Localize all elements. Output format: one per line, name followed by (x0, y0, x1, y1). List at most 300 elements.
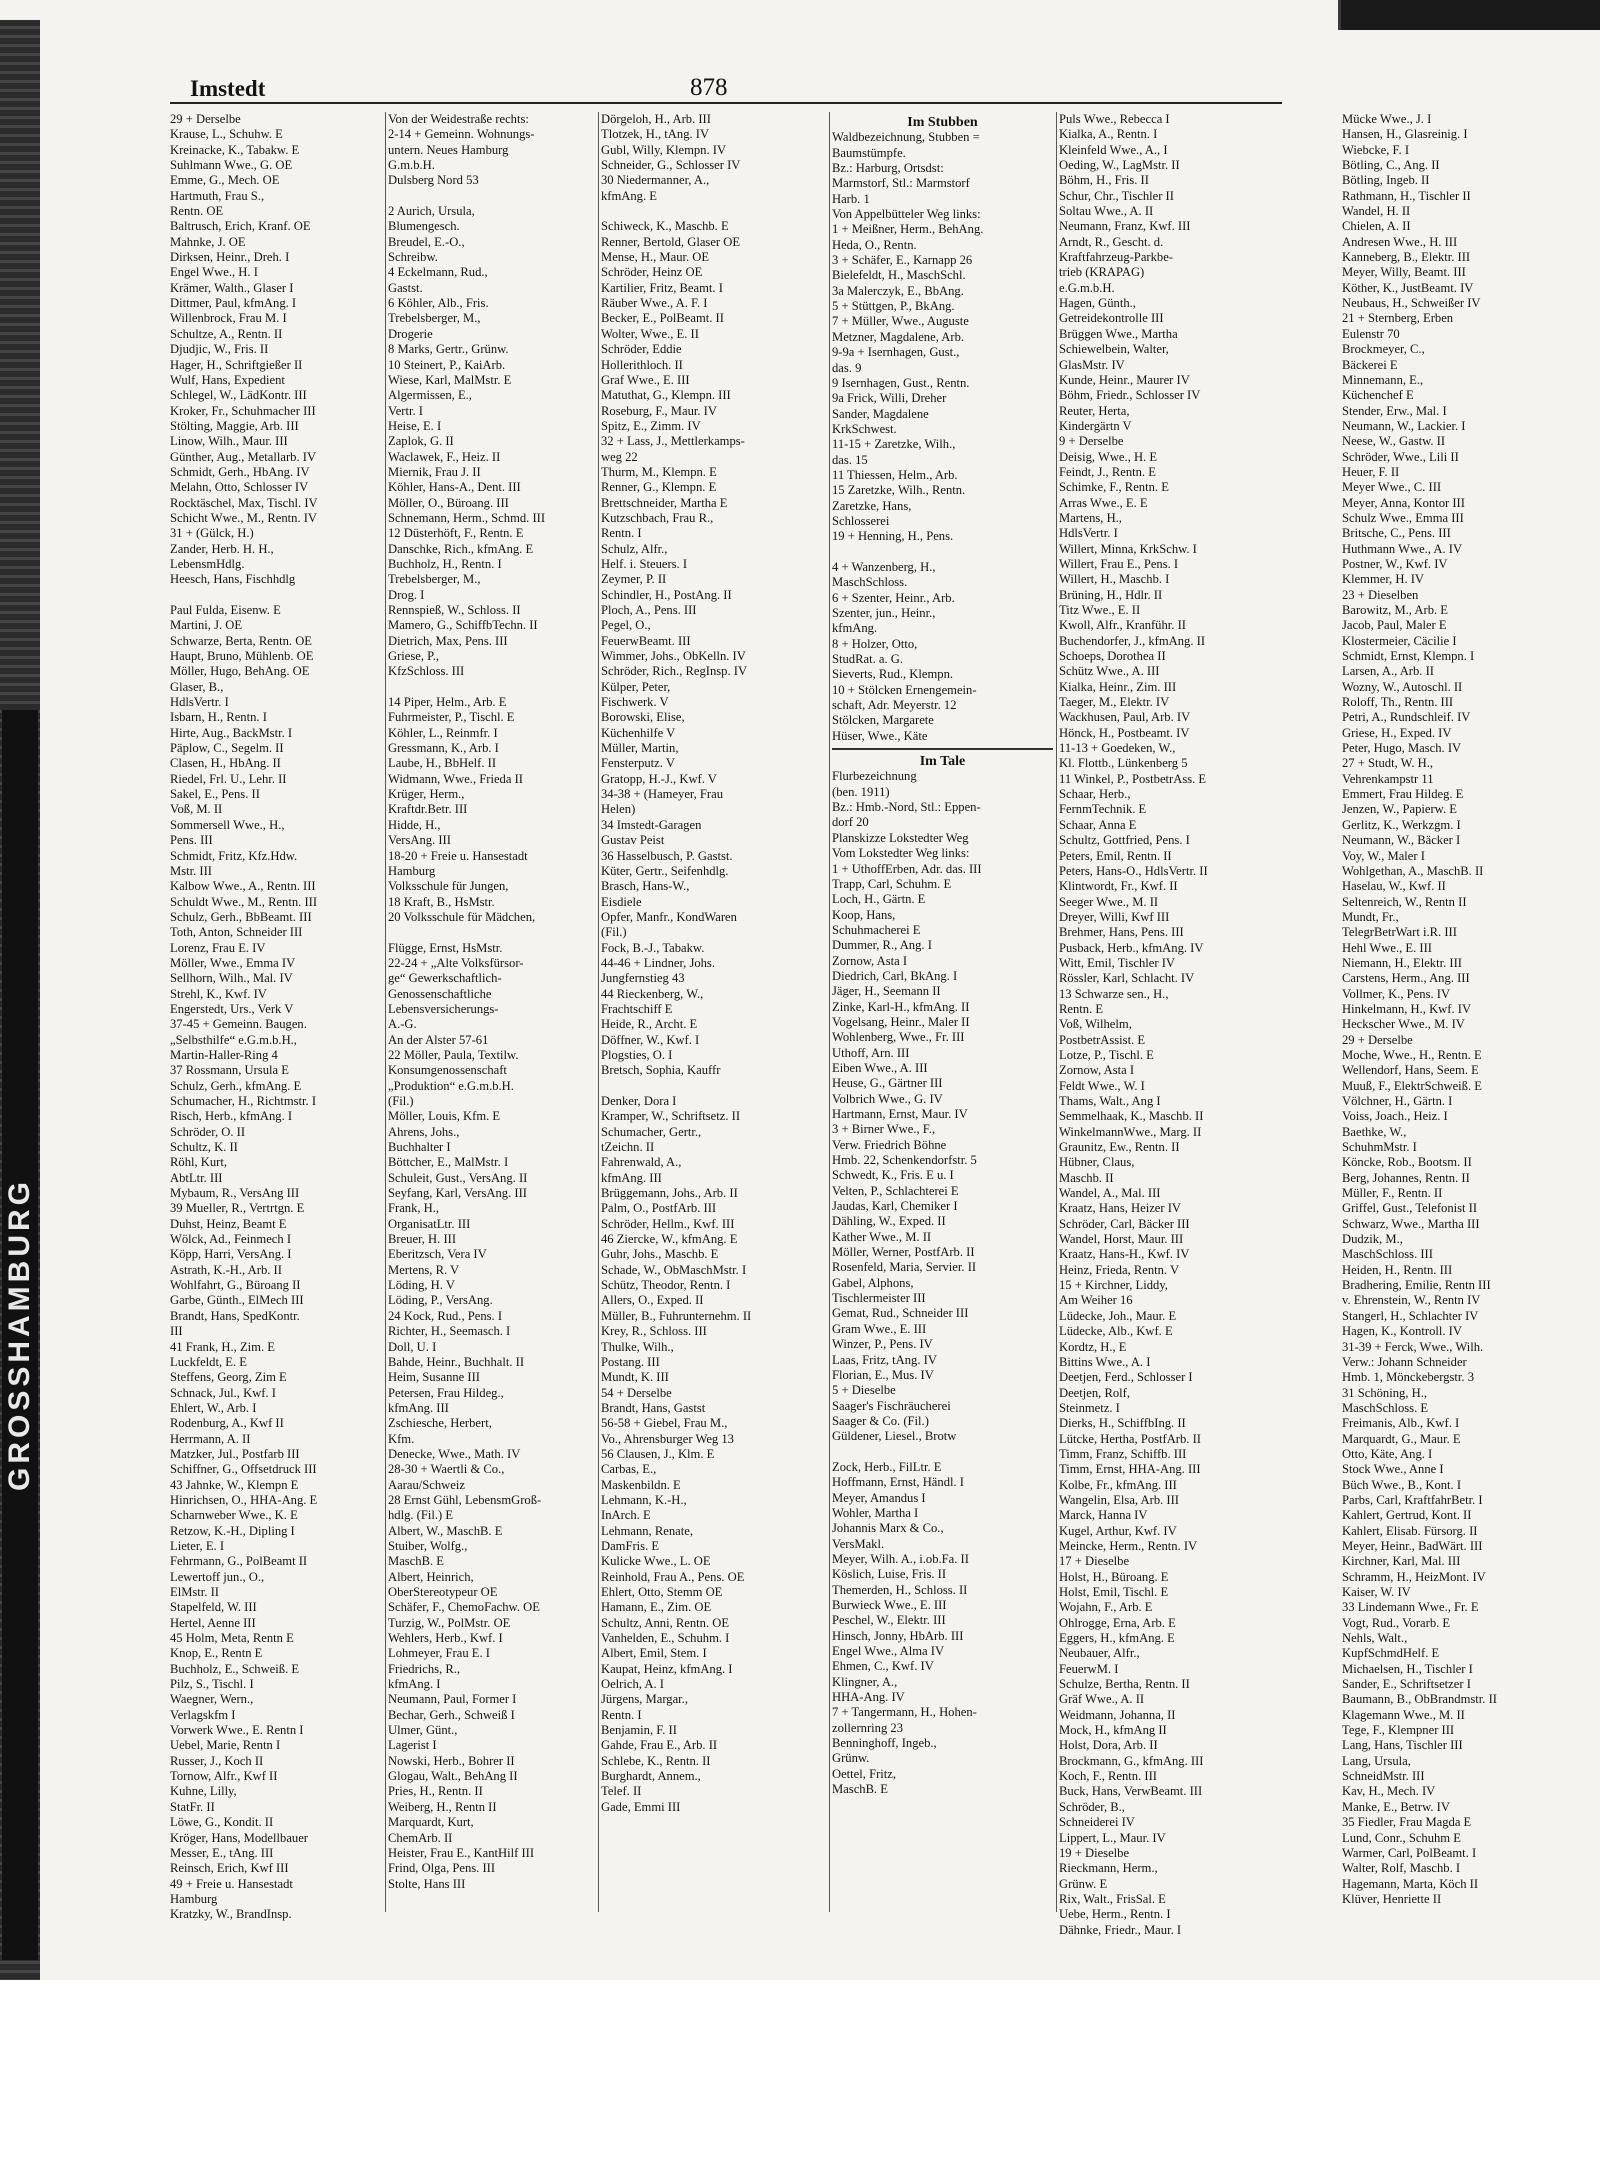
directory-entry: Steinmetz. I (1059, 1400, 1120, 1415)
directory-entry: Schneider, G., Schlosser IV (601, 158, 741, 173)
directory-entry: Büch Wwe., B., Kont. I (1342, 1477, 1462, 1492)
directory-entry: Jaudas, Karl, Chemiker I (832, 1199, 958, 1214)
directory-entry: Reinhold, Frau A., Pens. OE (601, 1569, 745, 1584)
directory-entry: 9 Isernhagen, Gust., Rentn. (832, 375, 970, 390)
directory-entry: Vanhelden, E., Schuhm. I (601, 1631, 730, 1646)
directory-entry: Mstr. III (170, 863, 212, 878)
directory-entry: Stölting, Maggie, Arb. III (170, 418, 299, 433)
directory-entry: Friedrichs, R., (388, 1661, 461, 1676)
directory-entry: 45 Holm, Meta, Rentn E (170, 1631, 294, 1646)
directory-entry: Turzig, W., PolMstr. OE (388, 1615, 511, 1630)
directory-entry: Mock, H., kfmAng II (1059, 1723, 1167, 1738)
directory-entry: 11-15 + Zaretzke, Wilh., (832, 437, 956, 452)
directory-entry: Hamburg (388, 863, 436, 878)
directory-entry: Ploch, A., Pens. III (601, 603, 697, 617)
directory-entry: Kraftfahrzeug-Parkbe- (1059, 250, 1173, 265)
directory-entry: Kirchner, Karl, Mal. III (1342, 1554, 1461, 1569)
directory-entry: Huthmann Wwe., A. IV (1342, 541, 1463, 556)
directory-entry: Meyer, Amandus I (832, 1490, 926, 1505)
directory-entry: Eulenstr 70 (1342, 326, 1400, 341)
directory-entry: Gahde, Frau E., Arb. II (601, 1738, 718, 1753)
directory-entry: Tege, F., Klempner III (1342, 1723, 1455, 1738)
directory-entry: Uebe, Herm., Rentn. I (1059, 1907, 1171, 1922)
directory-entry: Schütz, Theodor, Rentn. I (601, 1278, 731, 1293)
directory-entry: Verlagskfm I (170, 1707, 236, 1722)
directory-entry: Getreidekontrolle III (1059, 311, 1164, 326)
directory-entry: Bahde, Heinr., Buchhalt. II (388, 1354, 525, 1369)
directory-entry: Vom Lokstedter Weg links: (832, 846, 970, 861)
directory-entry: Hinrichsen, O., HHA-Ang. E (170, 1492, 318, 1507)
directory-entry: Lehmann, K.-H., (601, 1492, 687, 1507)
directory-entry: Vogelsang, Heinr., Maler II (832, 1014, 970, 1029)
directory-entry: 1 + Meißner, Herm., BehAng. (832, 222, 984, 237)
directory-entry: Niemann, H., Elektr. III (1342, 955, 1462, 970)
directory-column-2 (388, 112, 594, 1907)
directory-entry: Schultz, Gottfried, Pens. I (1059, 833, 1190, 848)
directory-entry: 46 Ziercke, W., kfmAng. E (601, 1232, 738, 1247)
directory-entry: Konsumgenossenschaft (388, 1063, 507, 1078)
directory-entry: Schuhmacherei E (832, 922, 921, 937)
directory-entry: 56 Clausen, J., Klm. E (601, 1446, 715, 1461)
directory-entry: Rix, Walt., FrisSal. E (1059, 1891, 1166, 1906)
directory-entry: Schulze, Bertha, Rentn. II (1059, 1677, 1190, 1692)
directory-entry: Albert, Emil, Stem. I (601, 1646, 707, 1661)
directory-entry: Schade, W., ObMaschMstr. I (601, 1262, 747, 1277)
directory-entry: Astrath, K.-H., Arb. II (170, 1262, 282, 1277)
section-rule (832, 748, 1053, 750)
directory-entry: Von der Weidestraße rechts: (388, 112, 529, 126)
directory-entry: Otto, Käte, Ang. I (1342, 1446, 1433, 1461)
directory-entry: Lippert, L., Maur. IV (1059, 1830, 1166, 1845)
directory-entry: Verw. Friedrich Böhne (832, 1137, 947, 1152)
directory-entry: Berg, Johannes, Rentn. II (1342, 1170, 1470, 1185)
directory-entry: 22 Möller, Paula, Textilw. (388, 1047, 519, 1062)
directory-entry: (Fil.) (388, 1094, 414, 1108)
directory-entry: Dähling, W., Exped. II (832, 1214, 946, 1229)
directory-entry: 37-45 + Gemeinn. Baugen. (170, 1017, 307, 1032)
directory-entry: Meyer, Wilh. A., i.ob.Fa. II (832, 1551, 969, 1566)
directory-entry: 4 + Wanzenberg, H., (832, 559, 936, 574)
directory-entry: Spitz, E., Zimm. IV (601, 418, 701, 433)
directory-entry: Hidde, H., (388, 817, 441, 832)
directory-entry: Küter, Gertr., Seifenhdlg. (601, 863, 729, 878)
directory-entry: Kreinacke, K., Tabakw. E (170, 142, 300, 157)
directory-entry: trieb (KRAPAG) (1059, 265, 1145, 280)
directory-entry: Titz Wwe., E. II (1059, 603, 1141, 617)
directory-entry: Waegner, Wern., (170, 1692, 254, 1707)
directory-entry: Fehrmann, G., PolBeamt II (170, 1554, 308, 1569)
directory-entry: MaschB. E (832, 1782, 888, 1797)
directory-entry: Vogt, Rud., Vorarb. E (1342, 1615, 1451, 1630)
directory-entry: Planskizze Lokstedter Weg (832, 830, 969, 845)
directory-entry: Baumann, B., ObBrandmstr. II (1342, 1692, 1497, 1707)
directory-entry: 8 Marks, Gertr., Grünw. (388, 342, 509, 357)
directory-entry: Willert, H., Maschb. I (1059, 572, 1170, 587)
directory-entry: „Produktion“ e.G.m.b.H. (388, 1078, 514, 1093)
directory-entry: 18-20 + Freie u. Hansestadt (388, 848, 528, 863)
directory-entry: Witt, Emil, Tischler IV (1059, 955, 1175, 970)
directory-entry: Breudel, E.-O., (388, 234, 465, 249)
directory-entry: Kugel, Arthur, Kwf. IV (1059, 1523, 1177, 1538)
directory-entry: 12 Düsterhöft, F., Rentn. E (388, 526, 524, 541)
directory-entry: 1 + UthoffErben, Adr. das. III (832, 861, 982, 876)
directory-entry: Heister, Frau E., KantHilf III (388, 1845, 535, 1860)
directory-entry: Kahlert, Gertrud, Kont. II (1342, 1508, 1472, 1523)
directory-column-1 (170, 112, 382, 1922)
directory-entry: Walter, Rolf, Maschb. I (1342, 1861, 1461, 1876)
directory-entry: Eisdiele (601, 894, 642, 909)
directory-entry: VersAng. III (388, 833, 451, 848)
directory-entry: Gade, Emmi III (601, 1799, 681, 1814)
directory-entry: Kraftdr.Betr. III (388, 802, 468, 817)
directory-entry: Metzner, Magdalene, Arb. (832, 329, 965, 344)
directory-entry: Widmann, Wwe., Frieda II (388, 771, 523, 786)
directory-entry: Suhlmann Wwe., G. OE (170, 158, 293, 173)
directory-entry: Lund, Conr., Schuhm E (1342, 1830, 1461, 1845)
directory-entry: Becker, E., PolBeamt. II (601, 311, 724, 326)
directory-entry: Petersen, Frau Hildeg., (388, 1385, 504, 1400)
directory-entry: Wandel, Horst, Maur. III (1059, 1232, 1184, 1247)
directory-entry: Rocktäschel, Max, Tischl. IV (170, 495, 318, 510)
directory-entry: Wulf, Hans, Expedient (170, 372, 285, 387)
directory-entry: Köslich, Luise, Fris. II (832, 1567, 947, 1582)
directory-entry: Hmb. 1, Mönckebergstr. 3 (1342, 1370, 1474, 1385)
directory-entry: Peter, Hugo, Masch. IV (1342, 741, 1462, 756)
directory-entry: Glaser, B., (170, 679, 224, 694)
directory-entry: Trebelsberger, M., (388, 572, 481, 587)
directory-entry: TelegrBetrWart i.R. III (1342, 925, 1457, 940)
directory-entry: Garbe, Günth., ElMech III (170, 1293, 304, 1308)
directory-entry: Messer, E., tAng. III (170, 1845, 274, 1860)
directory-entry: Schreibw. (388, 250, 438, 265)
directory-entry: Lotze, P., Tischl. E (1059, 1047, 1154, 1062)
directory-entry: 11-13 + Goedeken, W., (1059, 741, 1176, 756)
directory-entry: Stock Wwe., Anne I (1342, 1462, 1444, 1477)
directory-entry: Hirte, Aug., BackMstr. I (170, 725, 293, 740)
directory-entry: Mertens, R. V (388, 1262, 460, 1277)
directory-entry: Pegel, O., (601, 618, 651, 633)
directory-entry: Burghardt, Annem., (601, 1769, 701, 1784)
directory-entry: Lorenz, Frau E. IV (170, 940, 266, 955)
directory-entry: 3a Malerczyk, E., BbAng. (832, 283, 964, 298)
directory-entry: weg 22 (601, 449, 638, 464)
directory-entry: 19 + Dieselbe (1059, 1845, 1130, 1860)
directory-entry: kfmAng. (832, 621, 878, 636)
directory-entry (832, 545, 1053, 560)
directory-entry: 15 + Kirchner, Liddy, (1059, 1278, 1168, 1293)
directory-entry: Heuer, F. II (1342, 464, 1400, 479)
directory-entry: Hamburg (170, 1891, 218, 1906)
directory-entry: Heda, O., Rentn. (832, 237, 917, 252)
directory-entry: Ulmer, Günt., (388, 1723, 458, 1738)
directory-entry: Brüning, H., Hdlr. II (1059, 587, 1163, 602)
directory-entry: Lütcke, Hertha, PostfArb. II (1059, 1431, 1201, 1446)
directory-entry: Matuthat, G., Klempn. III (601, 388, 731, 403)
directory-entry: Ehmen, C., Kwf. IV (832, 1659, 934, 1674)
directory-entry: Timm, Franz, Schiffb. III (1059, 1446, 1187, 1461)
directory-entry: Doll, U. I (388, 1339, 437, 1354)
directory-entry: Köpp, Harri, VersAng. I (170, 1247, 292, 1262)
directory-entry: Dummer, R., Ang. I (832, 938, 932, 953)
directory-entry: Andresen Wwe., H. III (1342, 234, 1458, 249)
directory-entry: Stender, Erw., Mal. I (1342, 403, 1447, 418)
directory-entry: Britsche, C., Pens. III (1342, 526, 1451, 541)
spine-lettering (2, 710, 38, 1960)
directory-entry: 3 + Birner Wwe., F., (832, 1122, 936, 1137)
directory-entry: 41 Frank, H., Zim. E (170, 1339, 275, 1354)
directory-entry: Möller, Wwe., Emma IV (170, 955, 296, 970)
directory-entry: Hamann, E., Zim. OE (601, 1600, 712, 1615)
directory-entry: Risch, Herb., kfmAng. I (170, 1109, 293, 1124)
directory-entry: 7 + Müller, Wwe., Auguste (832, 314, 969, 329)
directory-entry: ElMstr. II (170, 1585, 219, 1599)
directory-entry: Vo., Ahrensburger Weg 13 (601, 1431, 734, 1446)
column-divider (829, 112, 830, 1912)
directory-entry: Marquardt, Kurt, (388, 1815, 474, 1830)
directory-entry: kfmAng. E (601, 188, 657, 203)
directory-entry: Herrmann, A. II (170, 1431, 251, 1446)
directory-entry: Uebel, Marie, Rentn I (170, 1738, 281, 1753)
directory-entry: Lang, Ursula, (1342, 1753, 1411, 1768)
directory-entry: Wehlers, Herb., Kwf. I (388, 1631, 503, 1646)
directory-entry: MaschSchloss. (832, 575, 908, 590)
directory-entry: Steffens, Georg, Zim E (170, 1370, 287, 1385)
directory-entry: Dulsberg Nord 53 (388, 173, 479, 188)
directory-entry: Kanneberg, B., Elektr. III (1342, 250, 1471, 265)
directory-entry: 9 + Derselbe (1059, 434, 1124, 449)
directory-entry: Weidmann, Johanna, II (1059, 1707, 1176, 1722)
directory-entry: Rentn. OE (170, 204, 224, 219)
directory-entry: Michaelsen, H., Tischler I (1342, 1661, 1473, 1676)
directory-entry: Neese, W., Gastw. II (1342, 434, 1446, 449)
directory-entry: Dörgeloh, H., Arb. III (601, 112, 711, 126)
directory-entry: Krämer, Walth., Glaser I (170, 280, 294, 295)
directory-entry: kfmAng. III (388, 1400, 449, 1415)
directory-entry: Hönck, H., Postbeamt. IV (1059, 725, 1190, 740)
directory-entry: 4 Eckelmann, Rud., (388, 265, 488, 280)
directory-entry: 5 + Stüttgen, P., BkAng. (832, 299, 955, 314)
directory-entry: Engel Wwe., Alma IV (832, 1644, 945, 1659)
directory-entry: Kraatz, Hans, Heizer IV (1059, 1201, 1182, 1216)
directory-entry: Bz.: Harburg, Ortsdst: (832, 161, 944, 176)
running-head: Imstedt (190, 76, 266, 101)
directory-entry: Koop, Hans, (832, 907, 896, 922)
directory-entry: Moche, Wwe., H., Rentn. E (1342, 1047, 1482, 1062)
directory-entry: Völchner, H., Gärtn. I (1342, 1094, 1453, 1108)
directory-entry: Kather Wwe., M. II (832, 1229, 932, 1244)
directory-entry: Külper, Peter, (601, 679, 671, 694)
directory-entry: OberStereotypeur OE (388, 1585, 498, 1599)
directory-entry: Schiweck, K., Maschb. E (601, 219, 729, 234)
directory-entry: KupfSchmdHelf. E (1342, 1646, 1440, 1661)
directory-entry: Klingner, A., (832, 1674, 898, 1689)
directory-entry: 49 + Freie u. Hansestadt (170, 1876, 293, 1891)
directory-entry: Frachtschiff E (601, 1001, 673, 1016)
directory-entry: 34 Imstedt-Garagen (601, 817, 702, 832)
directory-entry: Heiden, H., Rentn. III (1342, 1262, 1453, 1277)
directory-entry: Volksschule für Jungen, (388, 879, 509, 894)
directory-entry: Rössler, Karl, Schlacht. IV (1059, 971, 1195, 986)
directory-entry: Gemat, Rud., Schneider III (832, 1306, 969, 1321)
directory-entry: Wandel, H. II (1342, 204, 1411, 219)
directory-entry: 28 Ernst Gühl, LebensmGroß- (388, 1492, 542, 1507)
directory-entry: Szenter, jun., Heinr., (832, 606, 936, 620)
directory-entry: kfmAng. I (388, 1677, 441, 1692)
directory-entry: 17 + Dieselbe (1059, 1554, 1130, 1569)
directory-entry: Rieckmann, Herm., (1059, 1861, 1158, 1876)
directory-entry: 7 + Tangermann, H., Hohen- (832, 1705, 977, 1720)
directory-entry: HdlsVertr. I (170, 695, 229, 710)
directory-entry: Schlegel, W., LädKontr. III (170, 388, 307, 403)
directory-entry: Danschke, Rich., kfmAng. E (388, 541, 534, 556)
directory-entry: Benninghoff, Ingeb., (832, 1736, 937, 1751)
directory-entry: Roloff, Th., Rentn. III (1342, 695, 1454, 710)
directory-entry: Döffner, W., Kwf. I (601, 1032, 700, 1047)
directory-entry: Deetjen, Ferd., Schlosser I (1059, 1370, 1193, 1385)
directory-entry: Voiss, Joach., Heiz. I (1342, 1109, 1448, 1124)
directory-entry: Postner, W., Kwf. IV (1342, 556, 1448, 571)
directory-entry: Küchenhilfe V (601, 725, 676, 740)
directory-entry: Wackhusen, Paul, Arb. IV (1059, 710, 1191, 725)
directory-entry: Semmelhaak, K., Maschb. II (1059, 1109, 1204, 1124)
directory-entry: Jungfernstieg 43 (601, 971, 685, 986)
directory-entry: Toth, Anton, Schneider III (170, 925, 303, 940)
directory-entry: Zeymer, P. II (601, 572, 667, 587)
directory-entry: Kramper, W., Schriftsetz. II (601, 1109, 741, 1124)
directory-entry: Trebelsberger, M., (388, 311, 481, 326)
directory-entry: Chielen, A. II (1342, 219, 1411, 234)
directory-entry: MaschB. E (388, 1554, 444, 1569)
directory-entry: 2-14 + Gemeinn. Wohnungs- (388, 127, 535, 142)
directory-entry: Eberitzsch, Vera IV (388, 1247, 487, 1262)
directory-entry: Hagemann, Marta, Köch II (1342, 1876, 1479, 1891)
directory-entry: Djudjic, W., Fris. II (170, 342, 269, 357)
directory-entry: Lüdecke, Joh., Maur. E (1059, 1308, 1177, 1323)
directory-entry: Zaretzke, Hans, (832, 498, 912, 513)
directory-entry: Thurm, M., Klempn. E (601, 464, 717, 479)
directory-entry: 34-38 + (Hameyer, Frau (601, 787, 724, 802)
directory-entry: Neubaus, H., Schweißer IV (1342, 296, 1481, 311)
directory-entry: HHA-Ang. IV (832, 1690, 905, 1705)
directory-entry: A.-G. (388, 1017, 417, 1032)
directory-entry: 20 Volksschule für Mädchen, (388, 909, 536, 924)
directory-entry: Köhler, L., Reinmfr. I (388, 725, 498, 740)
directory-entry: 13 Schwarze sen., H., (1059, 986, 1169, 1001)
directory-entry: Flurbezeichnung (832, 769, 917, 784)
directory-entry: Engerstedt, Urs., Verk V (170, 1001, 294, 1016)
directory-entry: Renner, Bertold, Glaser OE (601, 234, 741, 249)
directory-entry: Minnemann, E., (1342, 372, 1424, 387)
directory-entry: (Fil.) (601, 925, 627, 940)
directory-entry: Martens, H., (1059, 510, 1122, 525)
directory-entry: Holst, H., Büroang. E (1059, 1569, 1169, 1584)
directory-entry: Röhl, Kurt, (170, 1155, 228, 1170)
directory-column-next-page (1342, 112, 1597, 1907)
directory-entry: Guhr, Johs., Maschb. E (601, 1247, 719, 1262)
directory-entry: Kialka, A., Rentn. I (1059, 127, 1158, 142)
directory-entry: Warmer, Carl, PolBeamt. I (1342, 1845, 1477, 1860)
directory-entry: dorf 20 (832, 815, 869, 830)
page-number: 878 (690, 74, 728, 101)
directory-entry: Dierks, H., SchiffbIng. II (1059, 1416, 1186, 1431)
directory-entry: Päplow, C., Segelm. II (170, 741, 284, 756)
directory-entry: StudRat. a. G. (832, 652, 904, 667)
directory-entry: 14 Piper, Helm., Arb. E (388, 695, 507, 710)
directory-entry: Baltrusch, Erich, Kranf. OE (170, 219, 311, 234)
directory-entry: Stölcken, Margarete (832, 713, 934, 728)
directory-entry: Heinz, Frieda, Rentn. V (1059, 1262, 1180, 1277)
directory-entry: Schimke, F., Rentn. E (1059, 480, 1169, 495)
directory-entry: Schröder, O. II (170, 1124, 246, 1139)
directory-entry: SchuhmMstr. I (1342, 1140, 1417, 1155)
directory-entry: Lieter, E. I (170, 1538, 225, 1553)
directory-entry: Wimmer, Johs., ObKelln. IV (601, 649, 746, 664)
directory-entry: 9a Frick, Willi, Dreher (832, 391, 947, 406)
directory-entry: Grünw. (832, 1751, 870, 1766)
directory-entry: Mundt, Fr., (1342, 909, 1399, 924)
directory-entry: Dudzik, M., (1342, 1232, 1403, 1247)
directory-entry: Wölck, Ad., Feinmech I (170, 1232, 292, 1247)
directory-entry: HdlsVertr. I (1059, 526, 1118, 541)
directory-entry: Schultz, Anni, Rentn. OE (601, 1615, 730, 1630)
directory-entry: Bötling, Ingeb. II (1342, 173, 1430, 188)
directory-entry: Rentn. I (601, 1707, 642, 1722)
directory-entry: Schmidt, Fritz, Kfz.Hdw. (170, 848, 298, 863)
directory-entry: Buchholz, H., Rentn. I (388, 556, 502, 571)
directory-entry: Hager, H., Schriftgießer II (170, 357, 303, 372)
directory-entry: Fensterputz. V (601, 756, 675, 771)
directory-entry: 31 + (Gülck, H.) (170, 526, 254, 541)
directory-entry: Jenzen, W., Papierw. E (1342, 802, 1457, 817)
directory-entry: Gräf Wwe., A. II (1059, 1692, 1145, 1707)
directory-entry: Ehlert, Otto, Stemm OE (601, 1585, 723, 1599)
directory-entry: 10 + Stölcken Ernengemein- (832, 682, 977, 697)
directory-entry: Burwieck Wwe., E. III (832, 1598, 947, 1612)
directory-entry: Schmidt, Ernst, Klempn. I (1342, 649, 1475, 664)
directory-entry: Schoeps, Dorothea II (1059, 649, 1166, 664)
directory-entry: Feindt, J., Rentn. E (1059, 464, 1156, 479)
directory-entry: Thulke, Wilh., (601, 1339, 674, 1354)
directory-entry: Brüggen Wwe., Martha (1059, 326, 1178, 341)
directory-entry: Räuber Wwe., A. F. I (601, 296, 708, 311)
directory-entry: Kartilier, Fritz, Beamt. I (601, 280, 723, 295)
directory-entry: Dietrich, Max, Pens. III (388, 633, 508, 648)
directory-entry: Wozny, W., Autoschl. II (1342, 679, 1463, 694)
directory-entry: Voß, M. II (170, 802, 223, 817)
directory-entry: Heide, R., Archt. E (601, 1017, 698, 1032)
directory-entry: Schiewelbein, Walter, (1059, 342, 1169, 357)
street-heading: Im Stubben (907, 115, 978, 130)
directory-entry: Schicht Wwe., M., Rentn. IV (170, 510, 318, 525)
directory-entry: Schramm, H., HeizMont. IV (1342, 1569, 1486, 1584)
directory-entry: Schulz, Alfr., (601, 541, 668, 556)
directory-entry: Zschiesche, Herbert, (388, 1416, 492, 1431)
directory-entry: InArch. E (601, 1508, 651, 1523)
directory-entry: Hertel, Aenne III (170, 1615, 256, 1630)
directory-entry: Genossenschaftliche (388, 986, 492, 1001)
directory-entry: Haselau, W., Kwf. II (1342, 879, 1446, 894)
directory-entry: Kleinfeld Wwe., A., I (1059, 142, 1168, 157)
directory-entry: Kratzky, W., BrandInsp. (170, 1907, 292, 1922)
directory-entry: Müller, Martin, (601, 741, 679, 756)
directory-entry: Meincke, Herm., Rentn. IV (1059, 1538, 1198, 1553)
directory-entry: Linow, Wilh., Maur. III (170, 434, 288, 449)
directory-entry: Peters, Emil, Rentn. II (1059, 848, 1172, 863)
directory-entry: Schuleit, Gust., VersAng. II (388, 1170, 528, 1185)
directory-entry: Duhst, Heinz, Beamt E (170, 1216, 287, 1231)
directory-entry: Neumann, Paul, Former I (388, 1692, 517, 1707)
directory-entry: Schröder, Wwe., Lili II (1342, 449, 1459, 464)
